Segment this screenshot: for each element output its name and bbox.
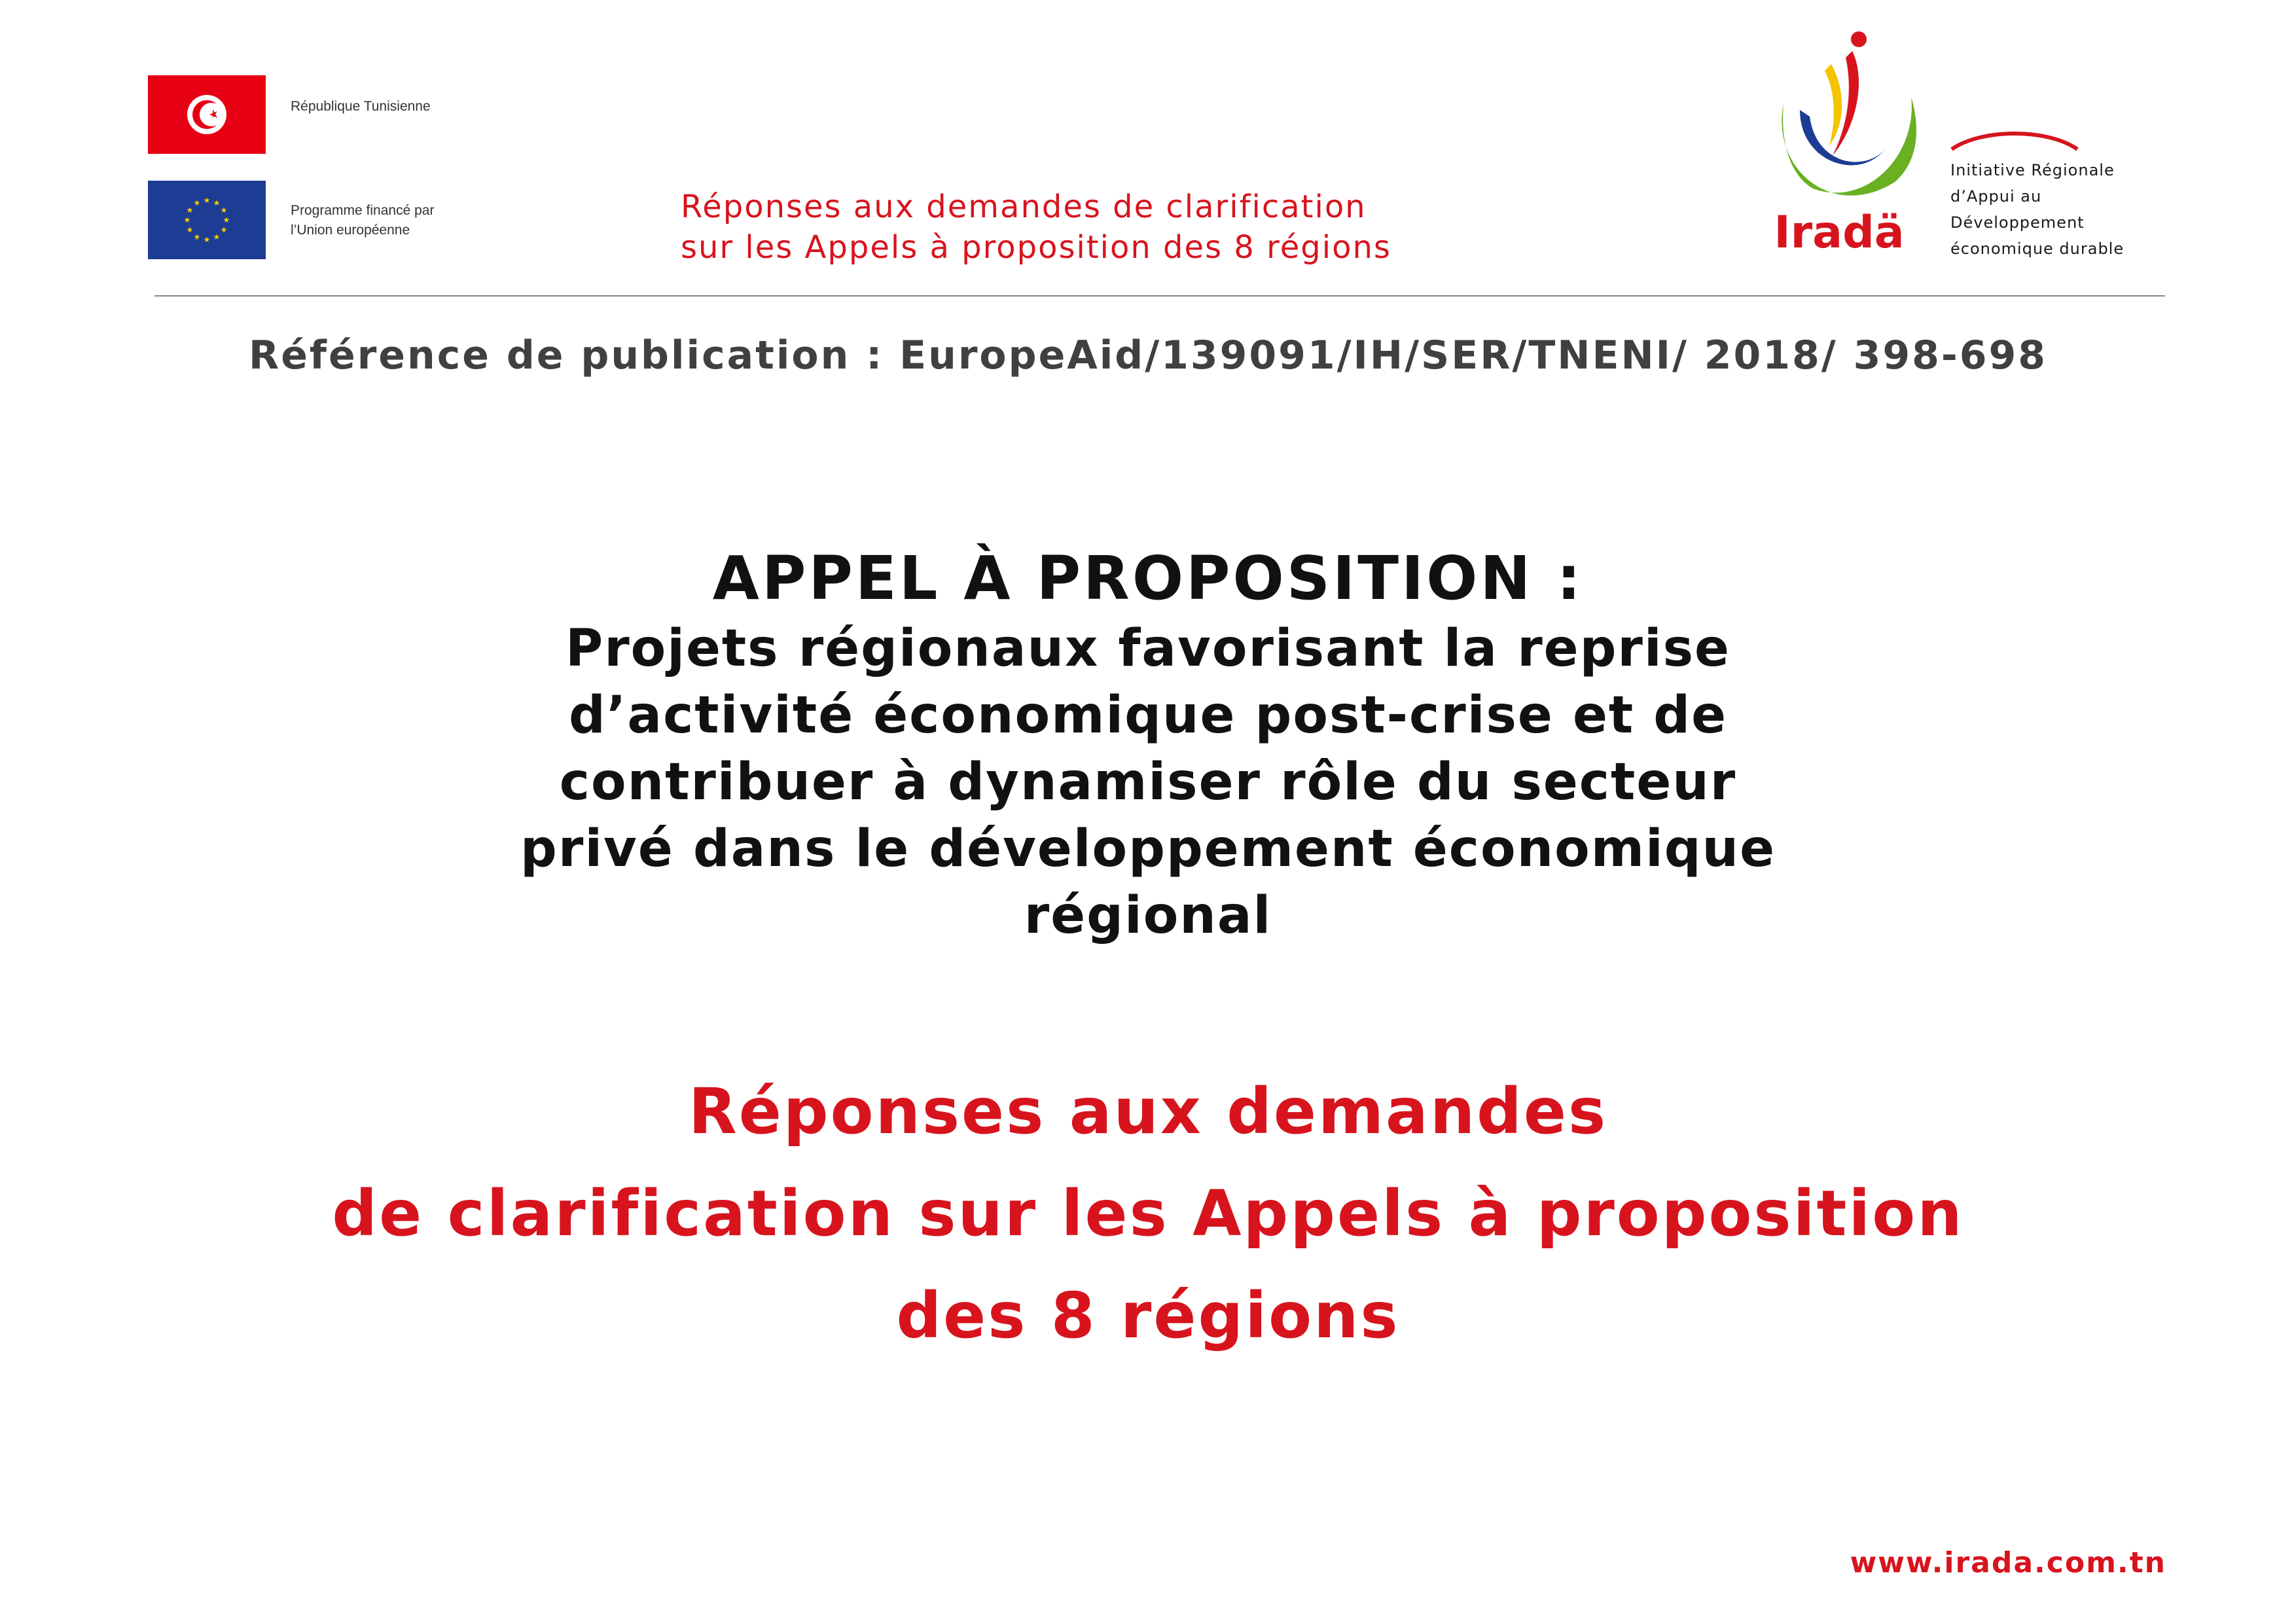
call-description-line4: privé dans le développement économique (520, 820, 1776, 878)
svg-text:★: ★ (223, 215, 230, 225)
eu-label (291, 201, 474, 240)
header-divider (154, 295, 2165, 297)
eu-label-line1: Programme financé par (291, 203, 435, 218)
website-link[interactable]: www.irada.com.tn (1850, 1546, 2166, 1579)
svg-text:★: ★ (203, 235, 211, 244)
svg-text:★: ★ (183, 215, 191, 225)
svg-text:★: ★ (186, 206, 194, 215)
eu-flag-icon (148, 181, 266, 259)
irada-tag-line2: d’Appui au (1950, 187, 2042, 206)
responses-heading-line2: de clarification sur les Appels à proposition (332, 1177, 1964, 1250)
call-description-line5: régional (1024, 886, 1272, 945)
call-description-line2: d’activité économique post-crise et de (568, 686, 1728, 745)
responses-heading (0, 1060, 2296, 1367)
svg-text:★: ★ (220, 206, 228, 215)
responses-heading-line3: des 8 régions (896, 1279, 1400, 1352)
call-description-line3: contribuer à dynamiser rôle du secteur (559, 753, 1737, 812)
header-subtitle (681, 187, 1584, 268)
irada-tagline (1950, 157, 2225, 262)
responses-heading-line1: Réponses aux demandes (688, 1075, 1608, 1148)
irada-tag-line4: économique durable (1950, 240, 2125, 258)
svg-text:★: ★ (213, 198, 221, 208)
header-subtitle-line1: Réponses aux demandes de clarification (681, 189, 1367, 225)
svg-text:★: ★ (213, 232, 221, 242)
svg-text:★: ★ (193, 198, 201, 208)
irada-logo-text: Iradä (1774, 207, 1905, 259)
svg-text:★: ★ (193, 232, 201, 242)
header-subtitle-line2: sur les Appels à proposition des 8 régions (681, 229, 1391, 266)
svg-text:★: ★ (203, 196, 211, 205)
call-description (353, 615, 1943, 949)
tunisia-flag-icon (148, 75, 266, 154)
publication-reference: Référence de publication : EuropeAid/139091/IH/SER/TNENI/ 2018/ 398-698 (249, 333, 2047, 378)
call-description-line1: Projets régionaux favorisant la reprise (565, 619, 1731, 678)
irada-tag-line3: Développement (1950, 213, 2085, 232)
irada-tag-line1: Initiative Régionale (1950, 161, 2115, 179)
page-title: APPEL À PROPOSITION : (712, 543, 1584, 613)
irada-tag-arc (1949, 126, 2080, 152)
eu-label-line2: l’Union européenne (291, 223, 410, 238)
svg-text:★: ★ (186, 225, 194, 234)
svg-text:★: ★ (220, 225, 228, 234)
tunisia-label: République Tunisienne (291, 99, 431, 114)
irada-logo-icon (1754, 25, 1924, 267)
